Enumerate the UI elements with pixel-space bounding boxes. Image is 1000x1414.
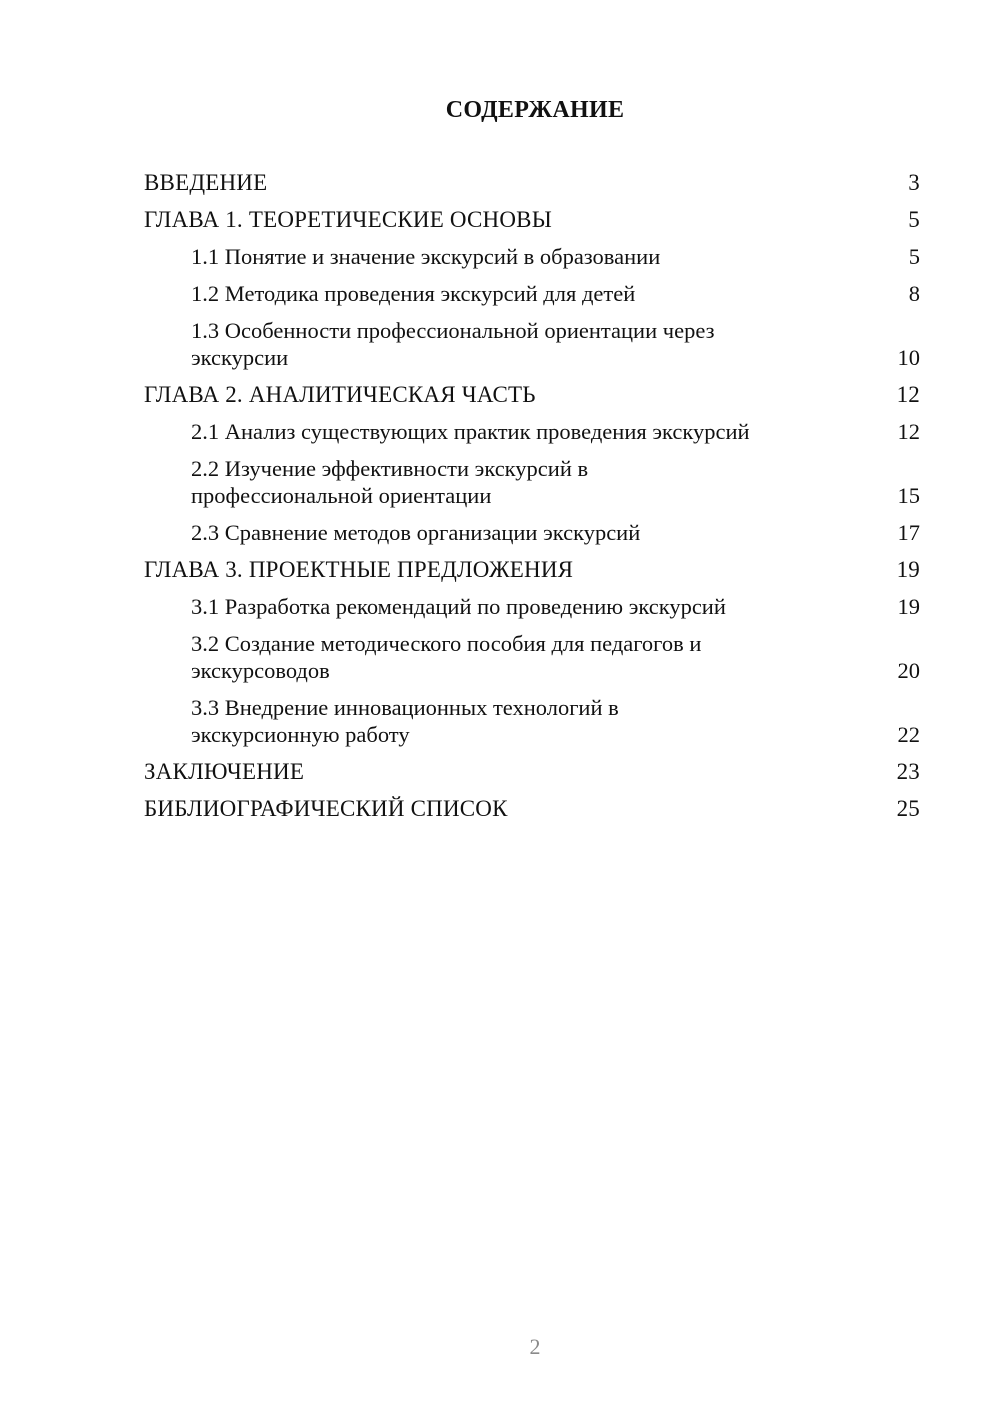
toc-entry-label: 3.1 Разработка рекомендаций по проведению экскурсий	[191, 594, 726, 619]
toc-entry-label: ГЛАВА 2. АНАЛИТИЧЕСКАЯ ЧАСТЬ	[144, 382, 536, 407]
toc-entry-label: ГЛАВА 1. ТЕОРЕТИЧЕСКИЕ ОСНОВЫ	[144, 207, 552, 232]
toc-entry-label: 3.3 Внедрение инновационных технологий в экскурсионную работу	[191, 695, 619, 747]
toc-entry-label: 2.1 Анализ существующих практик проведения экскурсий	[191, 419, 750, 444]
toc-entry-section-2-2[interactable]	[144, 455, 920, 509]
toc-entry-page: 19	[897, 594, 920, 619]
toc-entry-page: 5	[908, 207, 920, 232]
toc-entry-chapter-3[interactable]	[144, 556, 920, 583]
toc-entry-page: 25	[896, 796, 920, 821]
toc-entry-label: ВВЕДЕНИЕ	[144, 170, 268, 195]
toc-entry-page: 17	[897, 520, 920, 545]
toc-entry-section-3-1[interactable]	[144, 593, 920, 620]
toc-entry-page: 12	[896, 382, 920, 407]
toc-entry-introduction[interactable]	[144, 169, 920, 196]
toc-entry-chapter-1[interactable]	[144, 206, 920, 233]
toc-entry-page: 12	[897, 419, 920, 444]
toc-entry-chapter-2[interactable]	[144, 381, 920, 408]
toc-entry-section-2-1[interactable]	[144, 418, 920, 445]
toc-entry-page: 10	[897, 345, 920, 370]
toc-entry-label: 2.3 Сравнение методов организации экскурсий	[191, 520, 641, 545]
toc-entry-label: 1.2 Методика проведения экскурсий для детей	[191, 281, 636, 306]
toc-entry-page: 5	[908, 244, 920, 269]
toc-entry-label: 1.3 Особенности профессиональной ориентации через экскурсии	[191, 318, 715, 370]
toc-entry-section-3-2[interactable]	[144, 630, 920, 684]
toc-entry-section-2-3[interactable]	[144, 519, 920, 546]
toc-entry-label: ГЛАВА 3. ПРОЕКТНЫЕ ПРЕДЛОЖЕНИЯ	[144, 557, 574, 582]
toc-entry-page: 20	[897, 658, 920, 683]
toc-entry-conclusion[interactable]	[144, 758, 920, 785]
toc-entry-label: 3.2 Создание методического пособия для педагогов и экскурсоводов	[191, 631, 702, 683]
toc-entry-label: БИБЛИОГРАФИЧЕСКИЙ СПИСОК	[144, 796, 508, 821]
toc-entry-page: 3	[908, 170, 920, 195]
toc-entry-label: 2.2 Изучение эффективности экскурсий в профессиональной ориентации	[191, 456, 589, 508]
toc-entry-page: 8	[908, 281, 920, 306]
toc-entry-page: 23	[896, 759, 920, 784]
toc-entry-section-1-3[interactable]	[144, 317, 920, 371]
toc-entry-page: 19	[896, 557, 920, 582]
toc-entry-section-3-3[interactable]	[144, 694, 920, 748]
toc-entry-label: 1.1 Понятие и значение экскурсий в образовании	[191, 244, 661, 269]
toc-entry-page: 15	[897, 483, 920, 508]
toc-entry-label: ЗАКЛЮЧЕНИЕ	[144, 759, 305, 784]
table-of-contents	[144, 169, 920, 832]
toc-entry-bibliography[interactable]	[144, 795, 920, 822]
toc-entry-section-1-1[interactable]	[144, 243, 920, 270]
toc-entry-page: 22	[897, 722, 920, 747]
page-title: СОДЕРЖАНИЕ	[445, 97, 625, 123]
page-number: 2	[529, 1334, 541, 1359]
toc-entry-section-1-2[interactable]	[144, 280, 920, 307]
